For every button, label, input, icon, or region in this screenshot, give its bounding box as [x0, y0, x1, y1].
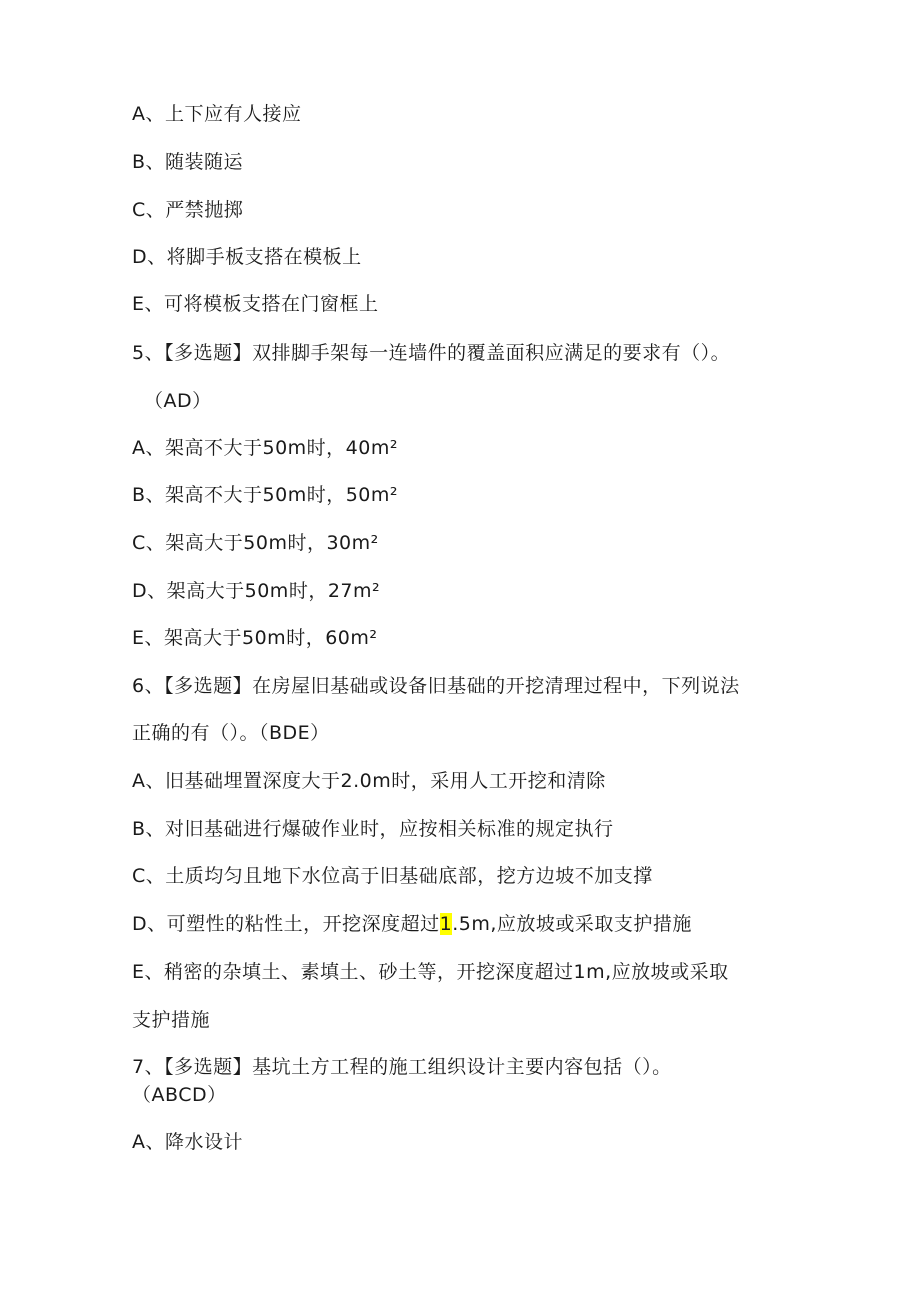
- q4-option-c: C、严禁抛掷: [132, 199, 244, 221]
- q6-option-a: A、旧基础埋置深度大于2.0m时，采用人工开挖和清除: [132, 770, 606, 792]
- q7-option-a: A、降水设计: [132, 1131, 243, 1153]
- q6-stem-line1: 6、【多选题】在房屋旧基础或设备旧基础的开挖清理过程中，下列说法: [132, 675, 740, 697]
- q6-option-e-line1: E、稍密的杂填土、素填土、砂土等，开挖深度超过1m,应放坡或采取: [132, 961, 729, 983]
- q6-option-d-after: .5m,应放坡或采取支护措施: [452, 913, 692, 935]
- q6-option-d-before: D、可塑性的粘性土，开挖深度超过: [132, 913, 440, 935]
- q7-stem: 7、【多选题】基坑土方工程的施工组织设计主要内容包括（）。: [132, 1056, 672, 1078]
- q6-option-b: B、对旧基础进行爆破作业时，应按相关标准的规定执行: [132, 818, 614, 840]
- q4-option-d: D、将脚手板支搭在模板上: [132, 246, 362, 268]
- q5-option-c: C、架高大于50m时，30m²: [132, 532, 379, 554]
- q5-option-d: D、架高大于50m时，27m²: [132, 580, 381, 602]
- highlighted-text: 1: [439, 913, 453, 935]
- q5-option-a: A、架高不大于50m时，40m²: [132, 437, 398, 459]
- q4-option-b: B、随装随运: [132, 151, 244, 173]
- q5-option-e: E、架高大于50m时，60m²: [132, 627, 378, 649]
- q4-option-a: A、上下应有人接应: [132, 103, 302, 125]
- q5-option-b: B、架高不大于50m时，50m²: [132, 484, 399, 506]
- q6-stem-line2: 正确的有（）。（BDE）: [132, 722, 330, 744]
- q5-answer: （AD）: [144, 390, 212, 412]
- q7-answer: （ABCD）: [132, 1084, 227, 1106]
- q5-stem: 5、【多选题】双排脚手架每一连墙件的覆盖面积应满足的要求有（）。: [132, 342, 731, 364]
- q6-option-c: C、土质均匀且地下水位高于旧基础底部，挖方边坡不加支撑: [132, 865, 653, 887]
- q4-option-e: E、可将模板支搭在门窗框上: [132, 293, 379, 315]
- q6-option-e-line2: 支护措施: [132, 1009, 211, 1031]
- q6-option-d: [132, 912, 692, 936]
